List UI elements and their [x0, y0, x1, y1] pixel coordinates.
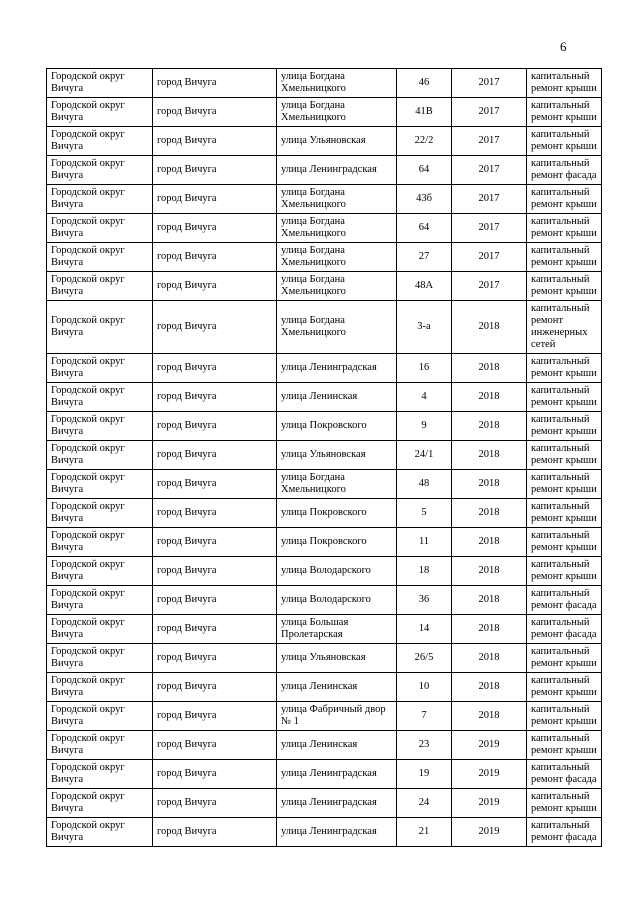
city-cell: город Вичуга — [153, 383, 277, 412]
street-cell: улица Богдана Хмельницкого — [277, 98, 397, 127]
house-number-cell: 23 — [397, 731, 452, 760]
street-cell: улица Ленинградская — [277, 354, 397, 383]
street-cell: улица Богдана Хмельницкого — [277, 185, 397, 214]
house-number-cell: 18 — [397, 557, 452, 586]
year-cell: 2017 — [452, 98, 527, 127]
city-cell: город Вичуга — [153, 272, 277, 301]
table-row — [47, 760, 602, 789]
year-cell: 2018 — [452, 441, 527, 470]
table-body — [47, 69, 602, 847]
district-cell: Городской округ Вичуга — [47, 499, 153, 528]
year-cell: 2017 — [452, 127, 527, 156]
work-type-cell: капитальный ремонт крыши — [527, 789, 602, 818]
city-cell: город Вичуга — [153, 301, 277, 354]
street-cell: улица Ленинская — [277, 383, 397, 412]
page-number: 6 — [560, 39, 567, 54]
street-cell: улица Фабричный двор № 1 — [277, 702, 397, 731]
city-cell: город Вичуга — [153, 702, 277, 731]
work-type-cell: капитальный ремонт крыши — [527, 470, 602, 499]
house-number-cell: 14 — [397, 615, 452, 644]
street-cell: улица Покровского — [277, 499, 397, 528]
year-cell: 2018 — [452, 557, 527, 586]
district-cell: Городской округ Вичуга — [47, 185, 153, 214]
work-type-cell: капитальный ремонт крыши — [527, 673, 602, 702]
work-type-cell: капитальный ремонт крыши — [527, 702, 602, 731]
table-row — [47, 470, 602, 499]
table-row — [47, 644, 602, 673]
work-type-cell: капитальный ремонт крыши — [527, 185, 602, 214]
city-cell: город Вичуга — [153, 412, 277, 441]
work-type-cell: капитальный ремонт фасада — [527, 586, 602, 615]
city-cell: город Вичуга — [153, 69, 277, 98]
house-number-cell: 26/5 — [397, 644, 452, 673]
district-cell: Городской округ Вичуга — [47, 98, 153, 127]
work-type-cell: капитальный ремонт крыши — [527, 272, 602, 301]
street-cell: улица Богдана Хмельницкого — [277, 301, 397, 354]
table-row — [47, 383, 602, 412]
year-cell: 2018 — [452, 615, 527, 644]
work-type-cell: капитальный ремонт крыши — [527, 214, 602, 243]
house-number-cell: 21 — [397, 818, 452, 847]
year-cell: 2018 — [452, 354, 527, 383]
street-cell: улица Покровского — [277, 528, 397, 557]
city-cell: город Вичуга — [153, 760, 277, 789]
table-row — [47, 127, 602, 156]
city-cell: город Вичуга — [153, 557, 277, 586]
year-cell: 2018 — [452, 586, 527, 615]
district-cell: Городской округ Вичуга — [47, 441, 153, 470]
year-cell: 2017 — [452, 214, 527, 243]
year-cell: 2018 — [452, 383, 527, 412]
city-cell: город Вичуга — [153, 499, 277, 528]
table-row — [47, 412, 602, 441]
city-cell: город Вичуга — [153, 185, 277, 214]
street-cell: улица Володарского — [277, 557, 397, 586]
year-cell: 2018 — [452, 412, 527, 441]
house-number-cell: 3-а — [397, 301, 452, 354]
street-cell: улица Ленинградская — [277, 760, 397, 789]
house-number-cell: 24/1 — [397, 441, 452, 470]
district-cell: Городской округ Вичуга — [47, 383, 153, 412]
work-type-cell: капитальный ремонт крыши — [527, 383, 602, 412]
street-cell: улица Ленинградская — [277, 156, 397, 185]
table-row — [47, 272, 602, 301]
work-type-cell: капитальный ремонт крыши — [527, 557, 602, 586]
year-cell: 2017 — [452, 156, 527, 185]
work-type-cell: капитальный ремонт крыши — [527, 441, 602, 470]
house-number-cell: 36 — [397, 586, 452, 615]
year-cell: 2018 — [452, 702, 527, 731]
year-cell: 2018 — [452, 499, 527, 528]
house-number-cell: 22/2 — [397, 127, 452, 156]
table-row — [47, 354, 602, 383]
work-type-cell: капитальный ремонт фасада — [527, 615, 602, 644]
district-cell: Городской округ Вичуга — [47, 69, 153, 98]
city-cell: город Вичуга — [153, 528, 277, 557]
table-row — [47, 789, 602, 818]
street-cell: улица Володарского — [277, 586, 397, 615]
table-row — [47, 156, 602, 185]
district-cell: Городской округ Вичуга — [47, 818, 153, 847]
work-type-cell: капитальный ремонт крыши — [527, 528, 602, 557]
street-cell: улица Ленинградская — [277, 789, 397, 818]
house-number-cell: 9 — [397, 412, 452, 441]
city-cell: город Вичуга — [153, 586, 277, 615]
district-cell: Городской округ Вичуга — [47, 214, 153, 243]
table-row — [47, 98, 602, 127]
district-cell: Городской округ Вичуга — [47, 243, 153, 272]
year-cell: 2018 — [452, 470, 527, 499]
work-type-cell: капитальный ремонт фасада — [527, 156, 602, 185]
table-row — [47, 702, 602, 731]
table-row — [47, 441, 602, 470]
city-cell: город Вичуга — [153, 243, 277, 272]
district-cell: Городской округ Вичуга — [47, 673, 153, 702]
district-cell: Городской округ Вичуга — [47, 127, 153, 156]
district-cell: Городской округ Вичуга — [47, 354, 153, 383]
city-cell: город Вичуга — [153, 818, 277, 847]
street-cell: улица Ульяновская — [277, 644, 397, 673]
street-cell: улица Ульяновская — [277, 441, 397, 470]
work-type-cell: капитальный ремонт фасада — [527, 760, 602, 789]
district-cell: Городской округ Вичуга — [47, 789, 153, 818]
street-cell: улица Покровского — [277, 412, 397, 441]
city-cell: город Вичуга — [153, 354, 277, 383]
work-type-cell: капитальный ремонт крыши — [527, 644, 602, 673]
district-cell: Городской округ Вичуга — [47, 528, 153, 557]
house-number-cell: 48А — [397, 272, 452, 301]
district-cell: Городской округ Вичуга — [47, 412, 153, 441]
district-cell: Городской округ Вичуга — [47, 644, 153, 673]
table-row — [47, 673, 602, 702]
table-row — [47, 818, 602, 847]
work-type-cell: капитальный ремонт крыши — [527, 731, 602, 760]
table-row — [47, 214, 602, 243]
work-type-cell: капитальный ремонт крыши — [527, 412, 602, 441]
house-number-cell: 11 — [397, 528, 452, 557]
house-number-cell: 64 — [397, 156, 452, 185]
street-cell: улица Ленинская — [277, 731, 397, 760]
house-number-cell: 16 — [397, 354, 452, 383]
street-cell: улица Богдана Хмельницкого — [277, 272, 397, 301]
house-number-cell: 19 — [397, 760, 452, 789]
year-cell: 2019 — [452, 789, 527, 818]
work-type-cell: капитальный ремонт крыши — [527, 98, 602, 127]
street-cell: улица Богдана Хмельницкого — [277, 470, 397, 499]
year-cell: 2018 — [452, 673, 527, 702]
year-cell: 2019 — [452, 760, 527, 789]
work-type-cell: капитальный ремонт фасада — [527, 818, 602, 847]
year-cell: 2018 — [452, 528, 527, 557]
house-number-cell: 43б — [397, 185, 452, 214]
year-cell: 2019 — [452, 818, 527, 847]
table-row — [47, 528, 602, 557]
house-number-cell: 64 — [397, 214, 452, 243]
work-type-cell: капитальный ремонт инженерных сетей — [527, 301, 602, 354]
city-cell: город Вичуга — [153, 127, 277, 156]
year-cell: 2018 — [452, 301, 527, 354]
year-cell: 2017 — [452, 69, 527, 98]
work-type-cell: капитальный ремонт крыши — [527, 69, 602, 98]
house-number-cell: 7 — [397, 702, 452, 731]
city-cell: город Вичуга — [153, 98, 277, 127]
table-row — [47, 301, 602, 354]
table-row — [47, 69, 602, 98]
work-type-cell: капитальный ремонт крыши — [527, 243, 602, 272]
year-cell: 2018 — [452, 644, 527, 673]
district-cell: Городской округ Вичуга — [47, 760, 153, 789]
street-cell: улица Большая Пролетарская — [277, 615, 397, 644]
work-type-cell: капитальный ремонт крыши — [527, 499, 602, 528]
house-number-cell: 46 — [397, 69, 452, 98]
table-row — [47, 243, 602, 272]
district-cell: Городской округ Вичуга — [47, 470, 153, 499]
house-number-cell: 24 — [397, 789, 452, 818]
district-cell: Городской округ Вичуга — [47, 272, 153, 301]
district-cell: Городской округ Вичуга — [47, 586, 153, 615]
street-cell: улица Ульяновская — [277, 127, 397, 156]
table-row — [47, 185, 602, 214]
table-row — [47, 586, 602, 615]
house-number-cell: 27 — [397, 243, 452, 272]
work-type-cell: капитальный ремонт крыши — [527, 354, 602, 383]
table-row — [47, 557, 602, 586]
district-cell: Городской округ Вичуга — [47, 731, 153, 760]
year-cell: 2017 — [452, 185, 527, 214]
street-cell: улица Ленинская — [277, 673, 397, 702]
city-cell: город Вичуга — [153, 644, 277, 673]
city-cell: город Вичуга — [153, 441, 277, 470]
house-number-cell: 48 — [397, 470, 452, 499]
city-cell: город Вичуга — [153, 789, 277, 818]
year-cell: 2017 — [452, 243, 527, 272]
city-cell: город Вичуга — [153, 214, 277, 243]
street-cell: улица Богдана Хмельницкого — [277, 69, 397, 98]
district-cell: Городской округ Вичуга — [47, 557, 153, 586]
street-cell: улица Ленинградская — [277, 818, 397, 847]
house-number-cell: 5 — [397, 499, 452, 528]
repair-registry-table — [46, 68, 602, 847]
year-cell: 2017 — [452, 272, 527, 301]
table-row — [47, 731, 602, 760]
city-cell: город Вичуга — [153, 470, 277, 499]
house-number-cell: 41В — [397, 98, 452, 127]
district-cell: Городской округ Вичуга — [47, 702, 153, 731]
street-cell: улица Богдана Хмельницкого — [277, 243, 397, 272]
district-cell: Городской округ Вичуга — [47, 301, 153, 354]
district-cell: Городской округ Вичуга — [47, 156, 153, 185]
district-cell: Городской округ Вичуга — [47, 615, 153, 644]
city-cell: город Вичуга — [153, 615, 277, 644]
work-type-cell: капитальный ремонт крыши — [527, 127, 602, 156]
table-row — [47, 499, 602, 528]
house-number-cell: 10 — [397, 673, 452, 702]
city-cell: город Вичуга — [153, 156, 277, 185]
house-number-cell: 4 — [397, 383, 452, 412]
year-cell: 2019 — [452, 731, 527, 760]
street-cell: улица Богдана Хмельницкого — [277, 214, 397, 243]
city-cell: город Вичуга — [153, 673, 277, 702]
city-cell: город Вичуга — [153, 731, 277, 760]
table-row — [47, 615, 602, 644]
